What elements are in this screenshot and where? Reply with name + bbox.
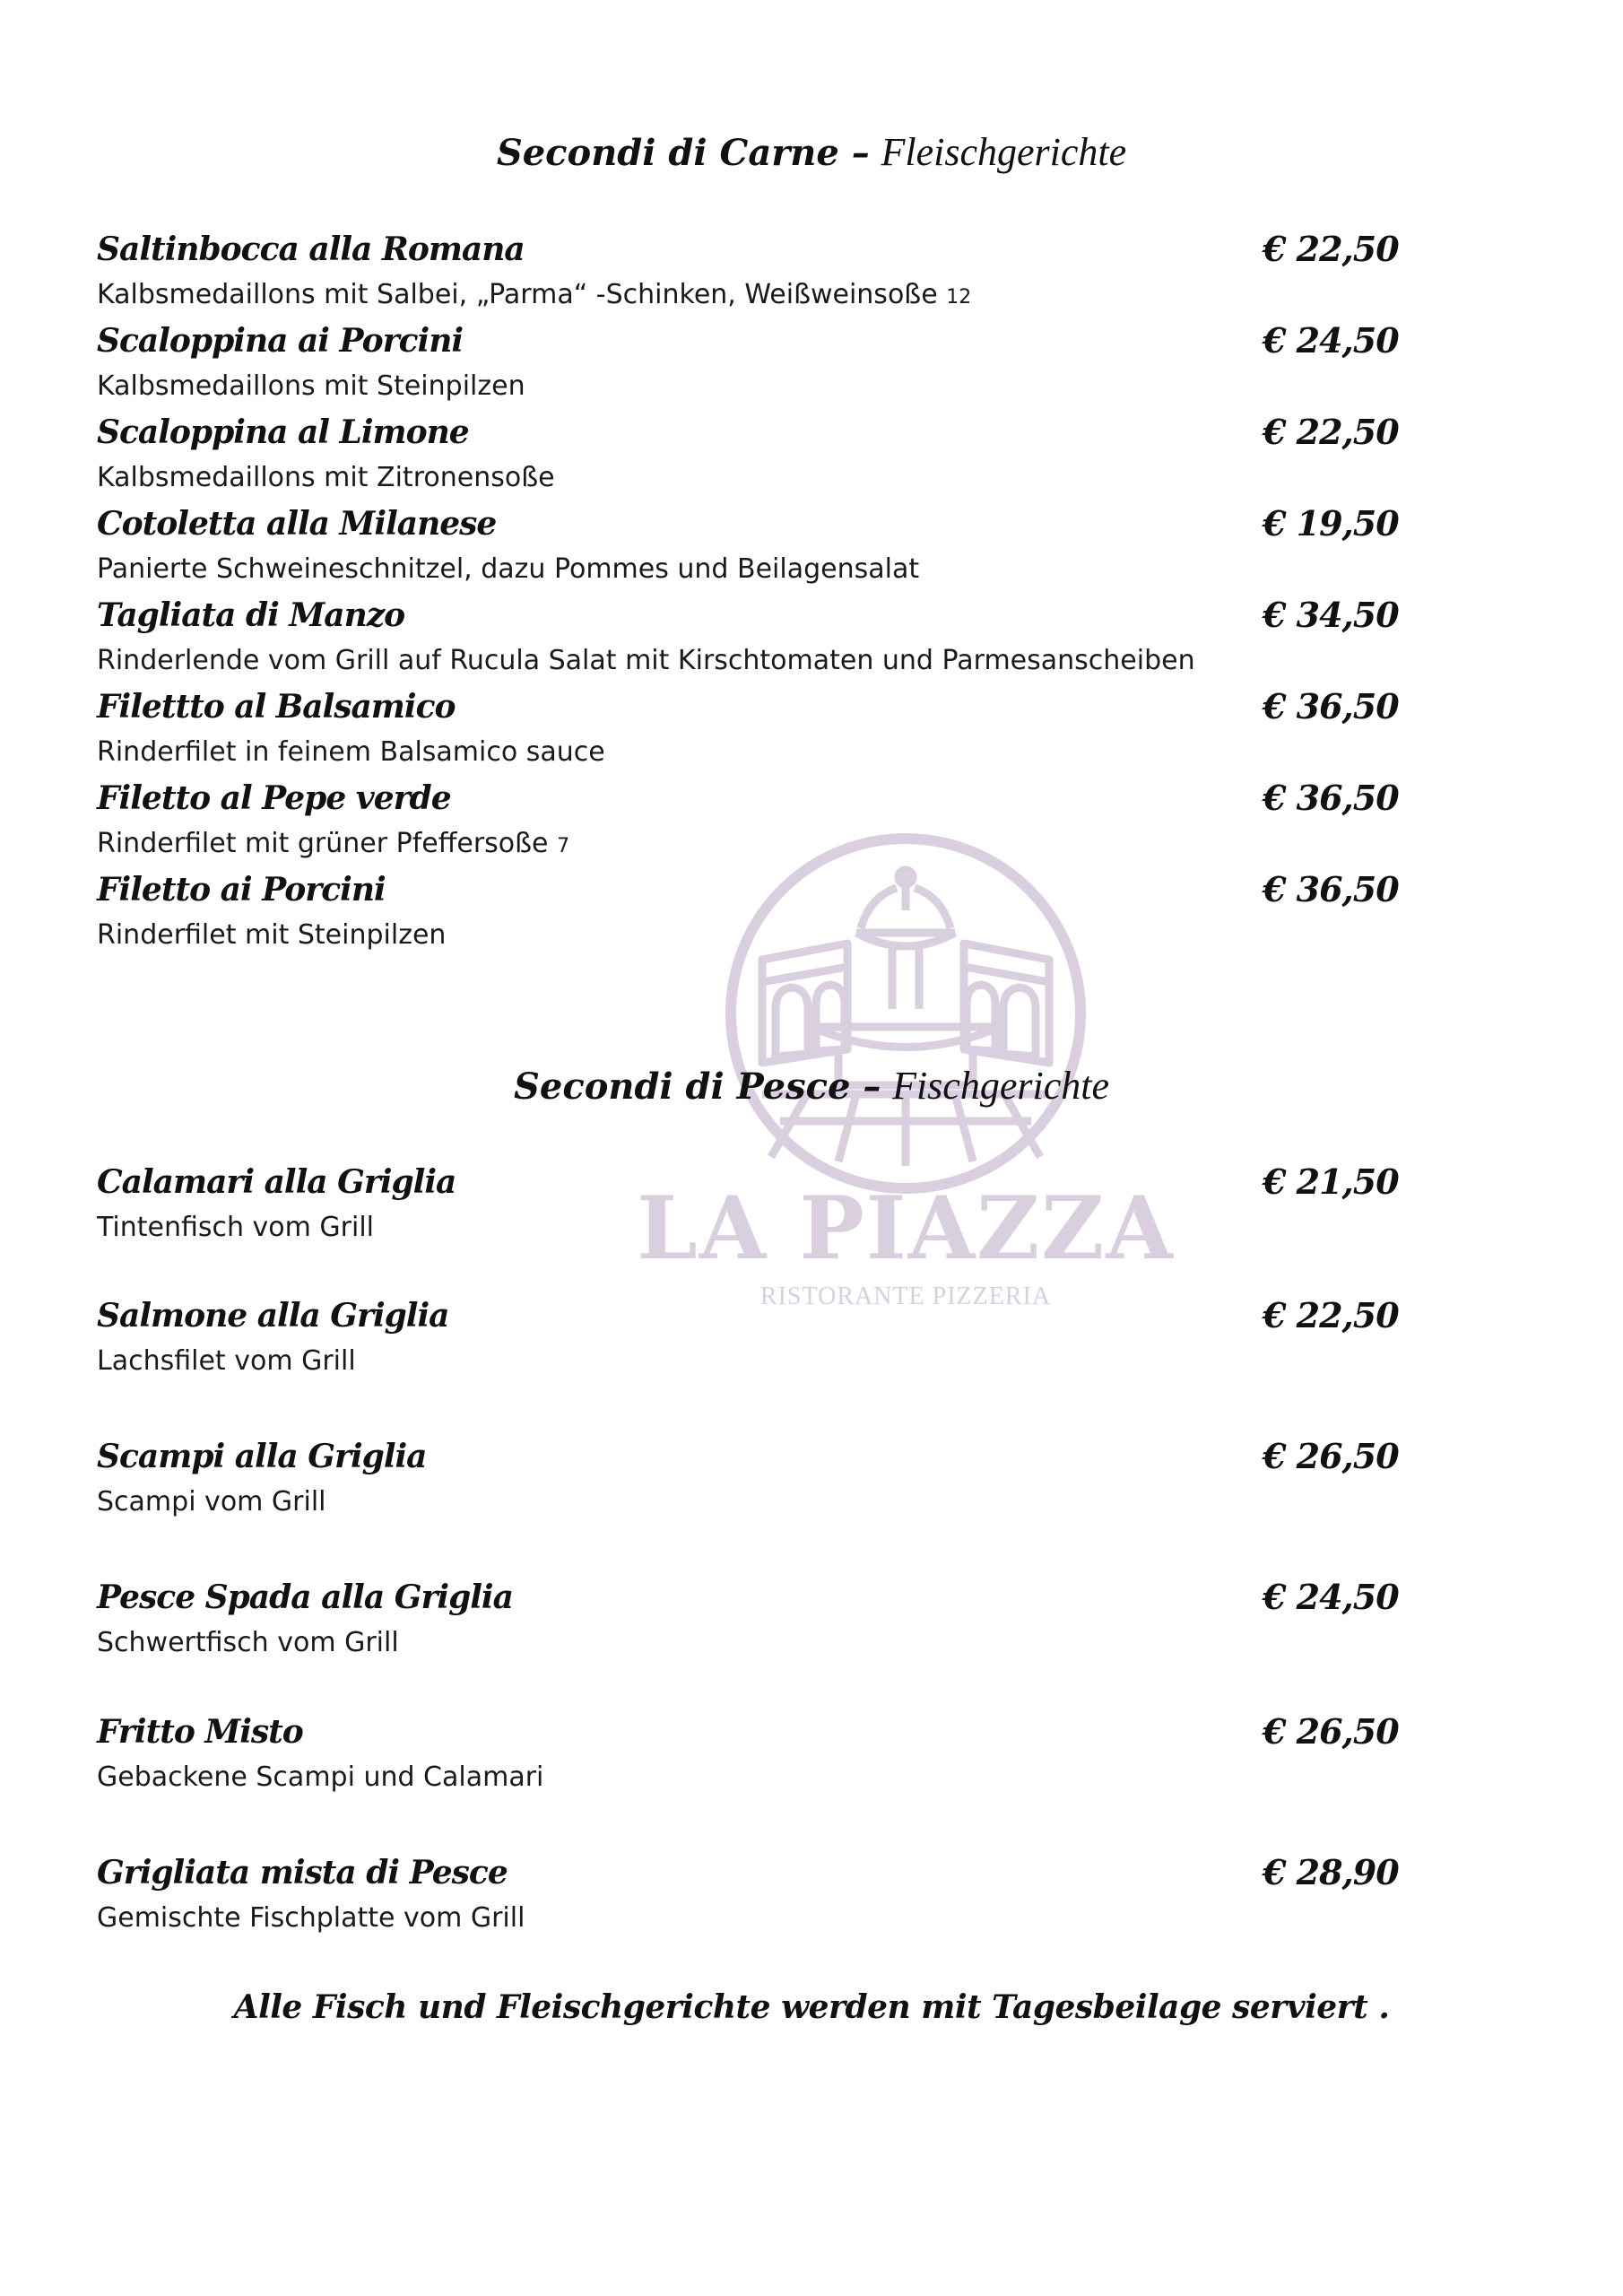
- menu-item-salmone: [97, 1292, 1399, 1384]
- dish-description: Gemischte Fischplatte vom Grill: [97, 1902, 525, 1934]
- dish-description: Rinderfilet mit grüner Pfeffersoße 7: [97, 828, 570, 859]
- dish-name: Scampi alla Griglia: [97, 1438, 427, 1475]
- menu-item-filetto-pepe-verde: [97, 775, 1399, 866]
- meat-section-title: [0, 127, 1623, 178]
- allergen-note: 12: [946, 286, 972, 309]
- dish-name: Calamari alla Griglia: [97, 1163, 456, 1201]
- meat-section-title-italian: Secondi di Carne –: [496, 132, 870, 174]
- menu-item-tagliata: [97, 592, 1399, 683]
- dish-description: Rinderfilet in feinem Balsamico sauce: [97, 736, 605, 768]
- dish-name: Filetto ai Porcini: [97, 871, 386, 909]
- dish-description: Scampi vom Grill: [97, 1486, 326, 1518]
- menu-item-scampi: [97, 1433, 1399, 1525]
- dish-price: € 22,50: [1263, 1295, 1399, 1335]
- dish-description: Schwertfisch vom Grill: [97, 1627, 399, 1658]
- menu-item-filetto-balsamico: [97, 683, 1399, 775]
- dish-name: Filetto al Pepe verde: [97, 779, 451, 817]
- menu-item-calamari: [97, 1159, 1399, 1250]
- dish-description: Rinderlende vom Grill auf Rucula Salat mit Kirschtomaten und Parmesanscheiben: [97, 645, 1195, 676]
- dish-price: € 24,50: [1263, 1577, 1399, 1617]
- dish-price: € 24,50: [1263, 320, 1399, 361]
- dish-name: Pesce Spada alla Griglia: [97, 1578, 513, 1616]
- dish-name: Fritto Misto: [97, 1713, 303, 1751]
- dish-description: Rinderfilet mit Steinpilzen: [97, 919, 447, 951]
- menu-item-scaloppina-limone: [97, 409, 1399, 500]
- dish-price: € 26,50: [1263, 1436, 1399, 1476]
- fish-section-title: [0, 1061, 1623, 1112]
- dish-name: Cotoletta alla Milanese: [97, 505, 497, 543]
- menu-item-fritto-misto: [97, 1709, 1399, 1800]
- menu-item-pesce-spada: [97, 1574, 1399, 1665]
- fish-section-title-italian: Secondi di Pesce –: [514, 1065, 881, 1108]
- watermark-subtitle: RISTORANTE PIZZERIA: [759, 1283, 1052, 1310]
- dish-name: Saltinbocca alla Romana: [97, 230, 525, 268]
- menu-item-filetto-porcini: [97, 866, 1399, 958]
- dish-name: Salmone alla Griglia: [97, 1297, 449, 1335]
- dish-price: € 34,50: [1263, 595, 1399, 635]
- dish-name: Tagliata di Manzo: [97, 596, 405, 634]
- dish-description: Lachsfilet vom Grill: [97, 1345, 356, 1377]
- dish-name: Scaloppina ai Porcini: [97, 322, 464, 360]
- dish-price: € 36,50: [1263, 686, 1399, 726]
- fish-section-title-german: Fischgerichte: [892, 1064, 1109, 1108]
- dish-name: Grigliata mista di Pesce: [97, 1854, 508, 1892]
- watermark-name: LA PIAZZA: [637, 1178, 1175, 1279]
- dish-price: € 36,50: [1263, 869, 1399, 909]
- dish-price: € 26,50: [1263, 1711, 1399, 1752]
- dish-price: € 21,50: [1263, 1161, 1399, 1202]
- menu-item-cotoletta: [97, 500, 1399, 592]
- menu-item-scaloppina-porcini: [97, 317, 1399, 409]
- dish-price: € 22,50: [1263, 412, 1399, 452]
- dish-price: € 36,50: [1263, 778, 1399, 818]
- dish-price: € 19,50: [1263, 503, 1399, 544]
- dish-name: Filettto al Balsamico: [97, 688, 456, 726]
- dish-description: Tintenfisch vom Grill: [97, 1212, 375, 1243]
- dish-description: Gebackene Scampi und Calamari: [97, 1761, 544, 1793]
- meat-section-title-german: Fleischgerichte: [881, 130, 1127, 174]
- dish-price: € 22,50: [1263, 229, 1399, 269]
- dish-description: Panierte Schweineschnitzel, dazu Pommes und Beilagensalat: [97, 553, 920, 585]
- dish-description: Kalbsmedaillons mit Steinpilzen: [97, 370, 525, 402]
- dish-price: € 28,90: [1263, 1852, 1399, 1892]
- dish-description: Kalbsmedaillons mit Zitronensoße: [97, 462, 555, 493]
- allergen-note: 7: [557, 835, 570, 857]
- side-dish-note: Alle Fisch und Fleischgerichte werden mit Tagesbeilage serviert .: [233, 1988, 1390, 2026]
- menu-item-saltinbocca: [97, 226, 1399, 317]
- dish-description: Kalbsmedaillons mit Salbei, „Parma“ -Schinken, Weißweinsoße 12: [97, 279, 972, 310]
- dish-name: Scaloppina al Limone: [97, 413, 469, 451]
- menu-item-grigliata-mista: [97, 1849, 1399, 1941]
